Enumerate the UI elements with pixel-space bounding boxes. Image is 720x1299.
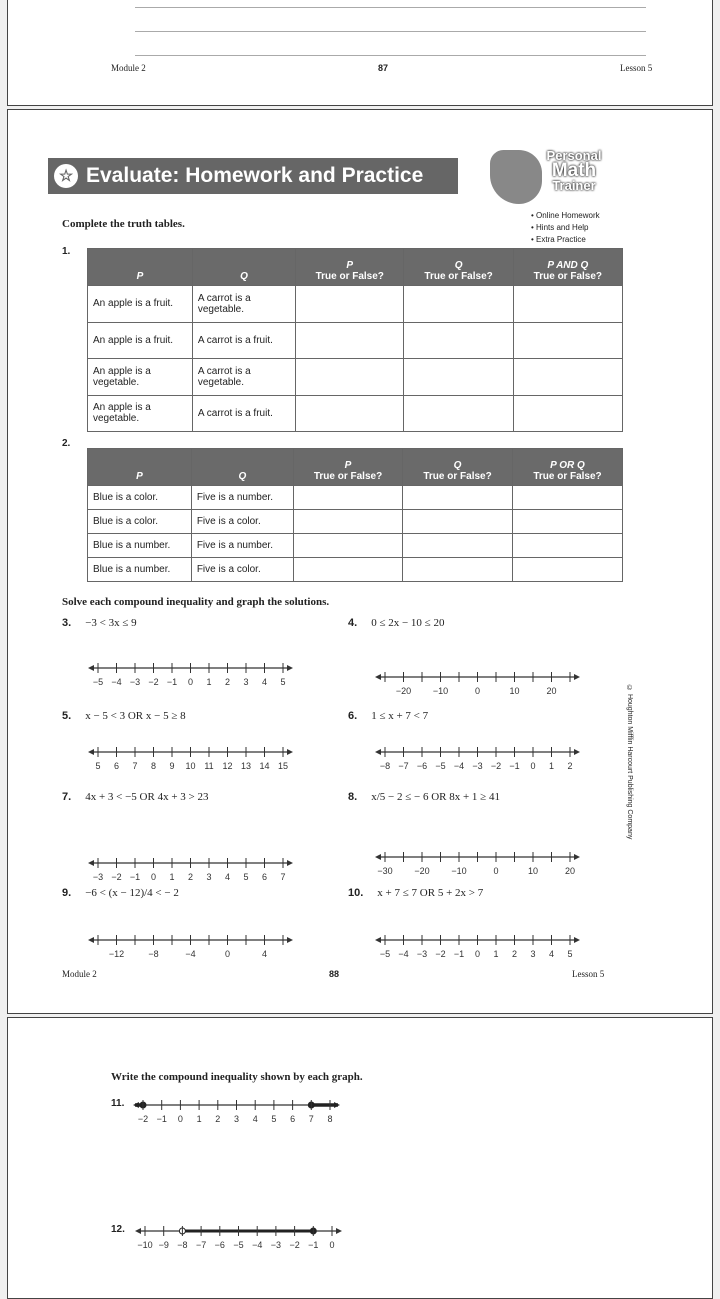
inequality: x − 5 < 3 OR x − 5 ≥ 8 <box>85 710 186 722</box>
problem-number: 8. <box>348 791 358 803</box>
table-row <box>88 558 623 582</box>
tick-label: 7 <box>308 1114 314 1124</box>
tick-label: 9 <box>169 761 175 771</box>
tick-label: −8 <box>148 949 159 959</box>
answer-cell[interactable] <box>513 359 622 396</box>
tick-label: 3 <box>243 677 249 687</box>
tick-label: 8 <box>150 761 157 771</box>
tick-label: −5 <box>435 761 446 771</box>
tick-label: 0 <box>150 872 157 882</box>
tick-label: 2 <box>567 761 573 771</box>
whistle-icon <box>490 150 542 204</box>
page-89 <box>7 1017 713 1299</box>
answer-cell[interactable] <box>293 558 402 582</box>
tick-label: −2 <box>289 1240 300 1250</box>
number-line[interactable] <box>88 857 293 881</box>
tick-label: 0 <box>329 1240 335 1250</box>
inequality: 1 ≤ x + 7 < 7 <box>371 710 429 722</box>
tick-label: −5 <box>233 1240 244 1250</box>
answer-cell[interactable] <box>513 510 623 534</box>
tick-label: 4 <box>261 949 268 959</box>
column-header <box>192 249 295 286</box>
banner-title: Evaluate: Homework and Practice <box>86 164 424 187</box>
answer-cell[interactable] <box>403 558 513 582</box>
number-line[interactable] <box>88 746 293 770</box>
answer-cell[interactable] <box>513 534 623 558</box>
footer-module: Module 2 <box>111 63 146 73</box>
answer-cell[interactable] <box>403 534 513 558</box>
tick-label: −4 <box>185 949 196 959</box>
tick-label: −5 <box>379 949 391 959</box>
number-line[interactable] <box>375 934 580 958</box>
tick-label: −9 <box>158 1240 169 1250</box>
tick-label: 12 <box>222 761 233 771</box>
answer-cell[interactable] <box>513 395 622 432</box>
cell-p: Blue is a color. <box>88 486 192 510</box>
tick-label: 1 <box>169 872 175 882</box>
answer-line <box>135 55 646 56</box>
column-header <box>513 249 622 286</box>
page-number: 88 <box>329 969 340 979</box>
arrow-right-icon <box>574 937 580 943</box>
problem-4 <box>348 617 444 629</box>
arrow-right-icon <box>336 1228 342 1234</box>
problem-number: 9. <box>62 887 72 899</box>
tick-label: −1 <box>156 1114 167 1124</box>
table-row <box>88 486 623 510</box>
tick-label: 2 <box>187 872 194 882</box>
tick-label: −4 <box>453 761 465 771</box>
answer-cell[interactable] <box>513 322 622 359</box>
tick-label: 10 <box>527 866 539 876</box>
answer-cell[interactable] <box>404 286 513 323</box>
tick-label: 4 <box>224 872 231 882</box>
answer-cell[interactable] <box>513 558 623 582</box>
inequality: 4x + 3 < −5 OR 4x + 3 > 23 <box>85 791 209 803</box>
arrow-right-icon <box>287 937 293 943</box>
tick-label: 0 <box>474 686 481 696</box>
tick-label: −10 <box>432 686 449 696</box>
header-sub: True or False? <box>533 471 602 482</box>
tick-label: 2 <box>511 949 518 959</box>
number-line[interactable] <box>88 934 293 958</box>
tick-label: 5 <box>280 677 286 687</box>
tick-label: 8 <box>327 1114 333 1124</box>
tick-label: −8 <box>379 761 391 771</box>
header-sub: True or False? <box>423 471 492 482</box>
logo-features <box>531 210 600 246</box>
truth-table-1 <box>87 248 623 432</box>
inequality: 0 ≤ 2x − 10 ≤ 20 <box>371 617 445 629</box>
tick-label: 0 <box>224 949 231 959</box>
star-icon: ☆ <box>54 164 78 188</box>
tick-label: −1 <box>129 872 141 882</box>
tick-label: 1 <box>493 949 499 959</box>
problem-number: 6. <box>348 710 358 722</box>
header-sub: True or False? <box>313 471 383 482</box>
table-row <box>88 359 623 396</box>
answer-cell[interactable] <box>404 395 513 432</box>
problem-3 <box>62 617 137 629</box>
answer-cell[interactable] <box>404 322 513 359</box>
truth-table-2 <box>87 448 623 582</box>
header-variable: P <box>344 460 352 471</box>
table-row <box>88 322 623 359</box>
header-variable: P OR Q <box>550 460 585 471</box>
tick-label: 0 <box>530 761 536 771</box>
column-header <box>296 249 404 286</box>
answer-cell[interactable] <box>296 322 404 359</box>
problem-7 <box>62 791 209 803</box>
tick-label: −7 <box>195 1240 207 1250</box>
cell-p: An apple is a fruit. <box>88 322 193 359</box>
footer-lesson: Lesson 5 <box>620 63 653 73</box>
tick-label: −2 <box>148 677 159 687</box>
page-87 <box>7 0 713 106</box>
tick-label: −3 <box>129 677 141 687</box>
number-line[interactable] <box>375 851 580 875</box>
tick-label: 3 <box>206 872 212 882</box>
tick-label: 6 <box>113 761 120 771</box>
number-line[interactable] <box>135 1225 342 1249</box>
arrow-right-icon <box>287 749 293 755</box>
tick-label: −4 <box>111 677 122 687</box>
tick-label: 2 <box>224 677 231 687</box>
tick-label: 3 <box>233 1114 240 1124</box>
tick-label: −1 <box>308 1240 319 1250</box>
arrow-right-icon <box>574 749 580 755</box>
answer-line <box>135 31 646 32</box>
cell-q: A carrot is a vegetable. <box>192 359 295 396</box>
cell-q: Five is a color. <box>191 558 293 582</box>
arrow-left-icon <box>88 665 94 671</box>
tick-label: 7 <box>132 761 138 771</box>
header-variable: P AND Q <box>547 260 589 271</box>
tick-label: −1 <box>509 761 520 771</box>
tick-label: 2 <box>215 1114 221 1124</box>
arrow-left-icon <box>88 937 94 943</box>
feature-hints: • Hints and Help <box>531 223 589 232</box>
header-variable: P <box>136 271 144 282</box>
section-banner <box>48 158 458 194</box>
cell-q: Five is a color. <box>191 510 293 534</box>
number-line[interactable] <box>133 1099 340 1123</box>
instruction-tables: Complete the truth tables. <box>62 218 185 230</box>
answer-cell[interactable] <box>296 395 404 432</box>
arrow-left-icon <box>88 860 94 866</box>
answer-cell[interactable] <box>293 486 402 510</box>
column-header <box>88 449 192 486</box>
tick-label: 15 <box>277 761 289 771</box>
header-sub: True or False? <box>315 271 384 282</box>
tick-label: −2 <box>490 761 502 771</box>
answer-cell[interactable] <box>293 510 402 534</box>
arrow-right-icon <box>287 665 293 671</box>
footer-lesson: Lesson 5 <box>572 969 605 979</box>
header-variable: Q <box>238 471 247 482</box>
instruction-inequalities: Solve each compound inequality and graph the solutions. <box>62 596 330 608</box>
arrow-left-icon <box>135 1228 141 1234</box>
arrow-left-icon <box>375 674 381 680</box>
tick-label: −30 <box>377 866 393 876</box>
tick-label: −3 <box>416 949 428 959</box>
cell-p: Blue is a number. <box>88 534 192 558</box>
tick-label: 1 <box>548 761 555 771</box>
page-number: 87 <box>378 63 389 73</box>
column-header <box>513 449 623 486</box>
logo-text: Personal <box>546 148 602 163</box>
answer-cell[interactable] <box>296 286 404 323</box>
tick-label: 5 <box>95 761 101 771</box>
problem-5 <box>62 710 186 722</box>
column-header <box>191 449 293 486</box>
answer-cell[interactable] <box>403 510 513 534</box>
problem-number: 2. <box>62 438 71 449</box>
column-header <box>403 449 513 486</box>
tick-label: 0 <box>177 1114 183 1124</box>
tick-label: 5 <box>243 872 249 882</box>
feature-online-homework: • Online Homework <box>531 211 600 220</box>
tick-label: 4 <box>548 949 555 959</box>
cell-p: Blue is a number. <box>88 558 192 582</box>
tick-label: 10 <box>509 686 520 696</box>
header-sub: True or False? <box>424 271 493 282</box>
tick-label: −20 <box>414 866 430 876</box>
cell-q: Five is a number. <box>191 486 293 510</box>
problem-number: 7. <box>62 791 72 803</box>
header-variable: P <box>346 260 354 271</box>
tick-label: 6 <box>290 1114 296 1124</box>
cell-q: Five is a number. <box>191 534 293 558</box>
cell-q: A carrot is a fruit. <box>192 395 295 432</box>
tick-label: 1 <box>196 1114 202 1124</box>
tick-label: 11 <box>204 761 214 771</box>
copyright: © Houghton Mifflin Harcourt Publishing Company <box>626 685 633 840</box>
problem-number: 4. <box>348 617 358 629</box>
tick-label: 5 <box>567 949 573 959</box>
answer-cell[interactable] <box>404 359 513 396</box>
tick-label: 20 <box>564 866 576 876</box>
arrow-right-icon <box>574 674 580 680</box>
tick-label: −10 <box>451 866 467 876</box>
table-row <box>88 395 623 432</box>
problem-6 <box>348 710 428 722</box>
tick-label: 14 <box>259 761 270 771</box>
tick-label: 20 <box>546 686 557 696</box>
tick-label: −3 <box>472 761 483 771</box>
number-line[interactable] <box>375 671 580 695</box>
problem-number: 11. <box>111 1098 125 1109</box>
tick-label: 0 <box>474 949 481 959</box>
tick-label: −10 <box>137 1240 153 1250</box>
answer-cell[interactable] <box>293 534 402 558</box>
tick-label: 1 <box>206 677 212 687</box>
tick-label: 6 <box>261 872 268 882</box>
problem-number: 1. <box>62 246 71 257</box>
arrow-right-icon <box>574 854 580 860</box>
problem-number: 12. <box>111 1224 125 1235</box>
instruction-graphs: Write the compound inequality shown by each graph. <box>111 1071 363 1083</box>
arrow-left-icon <box>375 854 381 860</box>
tick-label: 3 <box>530 949 536 959</box>
tick-label: −3 <box>270 1240 282 1250</box>
feature-extra-practice: • Extra Practice <box>531 235 586 244</box>
cell-p: Blue is a color. <box>88 510 192 534</box>
number-line[interactable] <box>375 746 580 770</box>
header-variable: Q <box>453 460 462 471</box>
cell-p: An apple is a fruit. <box>88 286 193 323</box>
problem-number: 3. <box>62 617 72 629</box>
tick-label: −3 <box>92 872 104 882</box>
header-variable: Q <box>240 271 248 282</box>
tick-label: −1 <box>453 949 465 959</box>
column-header <box>404 249 513 286</box>
table-row <box>88 510 623 534</box>
table-row <box>88 286 623 323</box>
header-variable: P <box>136 471 143 482</box>
tick-label: −6 <box>214 1240 225 1250</box>
logo-text: Trainer <box>552 178 596 193</box>
answer-cell[interactable] <box>296 359 404 396</box>
inequality: −3 < 3x ≤ 9 <box>85 617 137 629</box>
tick-label: −20 <box>395 686 412 696</box>
logo-text: Math <box>551 160 597 181</box>
tick-label: −1 <box>166 677 178 687</box>
tick-label: −4 <box>252 1240 263 1250</box>
problem-number: 5. <box>62 710 72 722</box>
problem-9 <box>62 887 179 899</box>
tick-label: −12 <box>108 949 125 959</box>
footer-module: Module 2 <box>62 969 97 979</box>
problem-10 <box>348 887 483 899</box>
inequality: x + 7 ≤ 7 OR 5 + 2x > 7 <box>377 887 484 899</box>
arrow-right-icon <box>287 860 293 866</box>
tick-label: 13 <box>240 761 252 771</box>
tick-label: 5 <box>271 1114 277 1124</box>
tick-label: −5 <box>92 677 104 687</box>
tick-label: 4 <box>252 1114 258 1124</box>
tick-label: −2 <box>137 1114 149 1124</box>
problem-number: 10. <box>348 887 364 899</box>
tick-label: 10 <box>185 761 196 771</box>
arrow-left-icon <box>375 937 381 943</box>
cell-p: An apple is a vegetable. <box>88 395 193 432</box>
tick-label: 4 <box>261 677 268 687</box>
cell-q: A carrot is a fruit. <box>192 322 295 359</box>
number-line[interactable] <box>88 662 293 686</box>
header-sub: True or False? <box>533 271 603 282</box>
answer-cell[interactable] <box>403 486 513 510</box>
arrow-left-icon <box>375 749 381 755</box>
inequality: x/5 − 2 ≤ − 6 OR 8x + 1 ≥ 41 <box>371 791 500 803</box>
table-row <box>88 534 623 558</box>
inequality: −6 < (x − 12)/4 < − 2 <box>85 887 179 899</box>
tick-label: 0 <box>493 866 499 876</box>
answer-cell[interactable] <box>513 486 623 510</box>
tick-label: 7 <box>280 872 286 882</box>
tick-label: −4 <box>398 949 409 959</box>
tick-label: 0 <box>187 677 194 687</box>
problem-8 <box>348 791 500 803</box>
tick-label: −8 <box>177 1240 188 1250</box>
arrow-left-icon <box>88 749 94 755</box>
tick-label: −2 <box>111 872 122 882</box>
header-variable: Q <box>454 260 463 271</box>
tick-label: −2 <box>435 949 446 959</box>
column-header <box>88 249 193 286</box>
column-header <box>293 449 402 486</box>
answer-cell[interactable] <box>513 286 622 323</box>
cell-q: A carrot is a vegetable. <box>192 286 295 323</box>
tick-label: −7 <box>398 761 409 771</box>
answer-line <box>135 7 646 8</box>
personal-math-trainer-logo[interactable] <box>490 146 612 208</box>
cell-p: An apple is a vegetable. <box>88 359 193 396</box>
tick-label: −6 <box>416 761 428 771</box>
